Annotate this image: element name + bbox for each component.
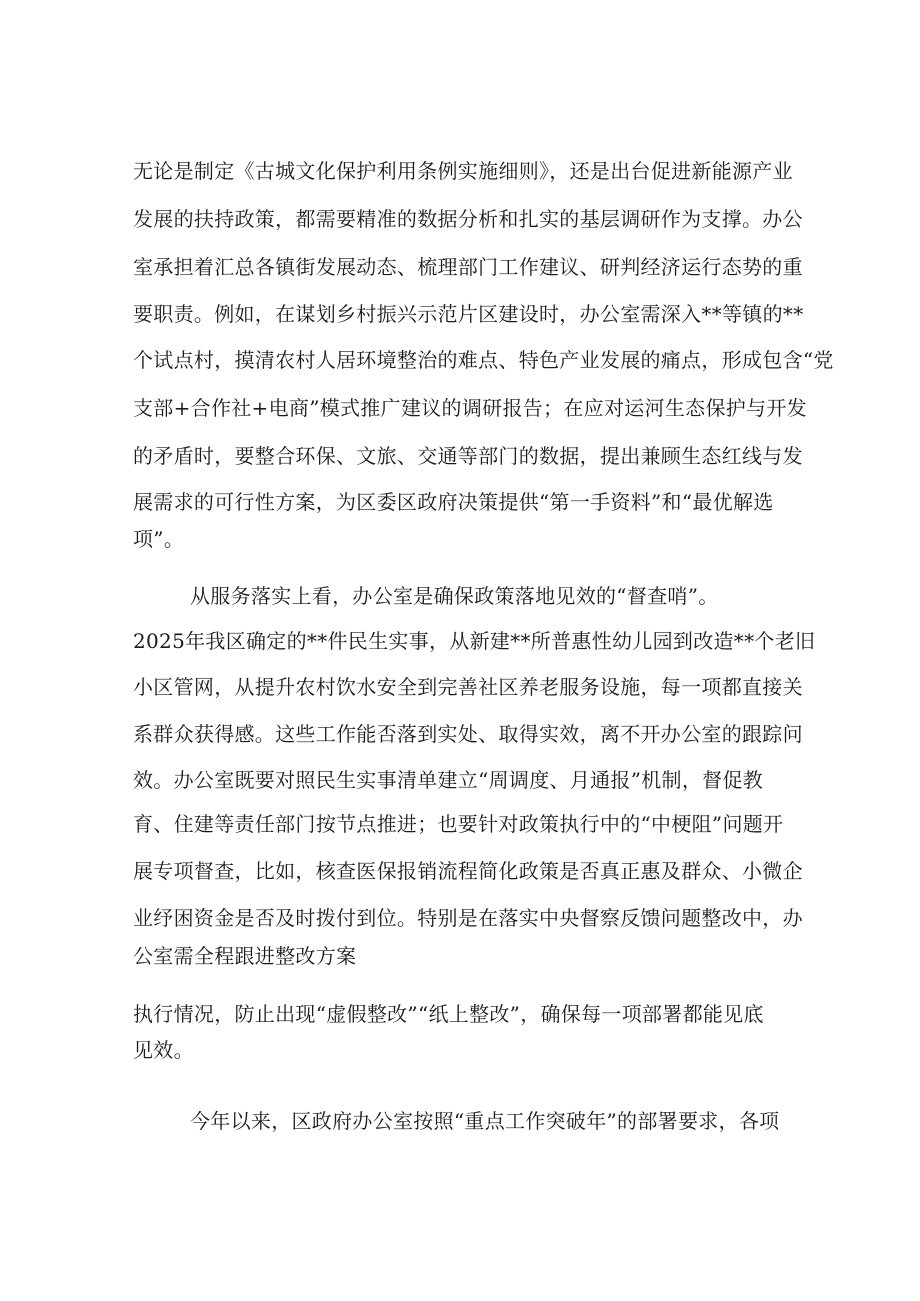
text-line: 小区管网，从提升农村饮水安全到完善社区养老服务设施，每一项都直接关 — [133, 675, 803, 699]
text-line: 项”。 — [133, 527, 185, 551]
text-line: 2025年我区确定的**件民生实事，从新建**所普惠性幼儿园到改造**个老旧 — [133, 629, 816, 653]
text-line: 公室需全程跟进整改方案 — [133, 944, 357, 968]
text-line: 今年以来，区政府办公室按照“重点工作突破年”的部署要求，各项 — [190, 1109, 780, 1133]
text-line: 执行情况，防止出现“虚假整改”“纸上整改”，确保每一项部署都能见底 — [133, 1002, 764, 1026]
text-line: 支部+合作社+电商”模式推广建议的调研报告；在应对运河生态保护与开发 — [133, 396, 807, 420]
text-line: 的矛盾时，要整合环保、文旅、交通等部门的数据，提出兼顾生态红线与发 — [133, 444, 803, 468]
text-line: 系群众获得感。这些工作能否落到实处、取得实效，离不开办公室的跟踪问 — [133, 722, 803, 746]
text-line: 见效。 — [133, 1038, 194, 1062]
text-line: 育、住建等责任部门按节点推进；也要针对政策执行中的“中梗阻”问题开 — [133, 812, 784, 836]
text-line: 从服务落实上看，办公室是确保政策落地见效的“督查哨”。 — [190, 584, 719, 608]
text-line: 效。办公室既要对照民生实事清单建立“周调度、月通报”机制，督促教 — [133, 768, 764, 792]
text-line: 个试点村，摸清农村人居环境整治的难点、特色产业发展的痛点，形成包含“党 — [133, 348, 834, 372]
text-line: 展需求的可行性方案，为区委区政府决策提供“第一手资料”和“最优解选 — [133, 490, 774, 514]
text-line: 发展的扶持政策，都需要精准的数据分析和扎实的基层调研作为支撑。办公 — [133, 207, 803, 231]
text-line: 展专项督查，比如，核查医保报销流程简化政策是否真正惠及群众、小微企 — [133, 859, 803, 883]
text-line: 要职责。例如，在谋划乡村振兴示范片区建设时，办公室需深入**等镇的** — [133, 302, 804, 326]
text-line: 业纾困资金是否及时拨付到位。特别是在落实中央督察反馈问题整改中，办 — [133, 906, 803, 930]
text-line: 室承担着汇总各镇街发展动态、梳理部门工作建议、研判经济运行态势的重 — [133, 255, 803, 279]
text-line: 无论是制定《古城文化保护利用条例实施细则》，还是出台促进新能源产业 — [133, 159, 793, 183]
